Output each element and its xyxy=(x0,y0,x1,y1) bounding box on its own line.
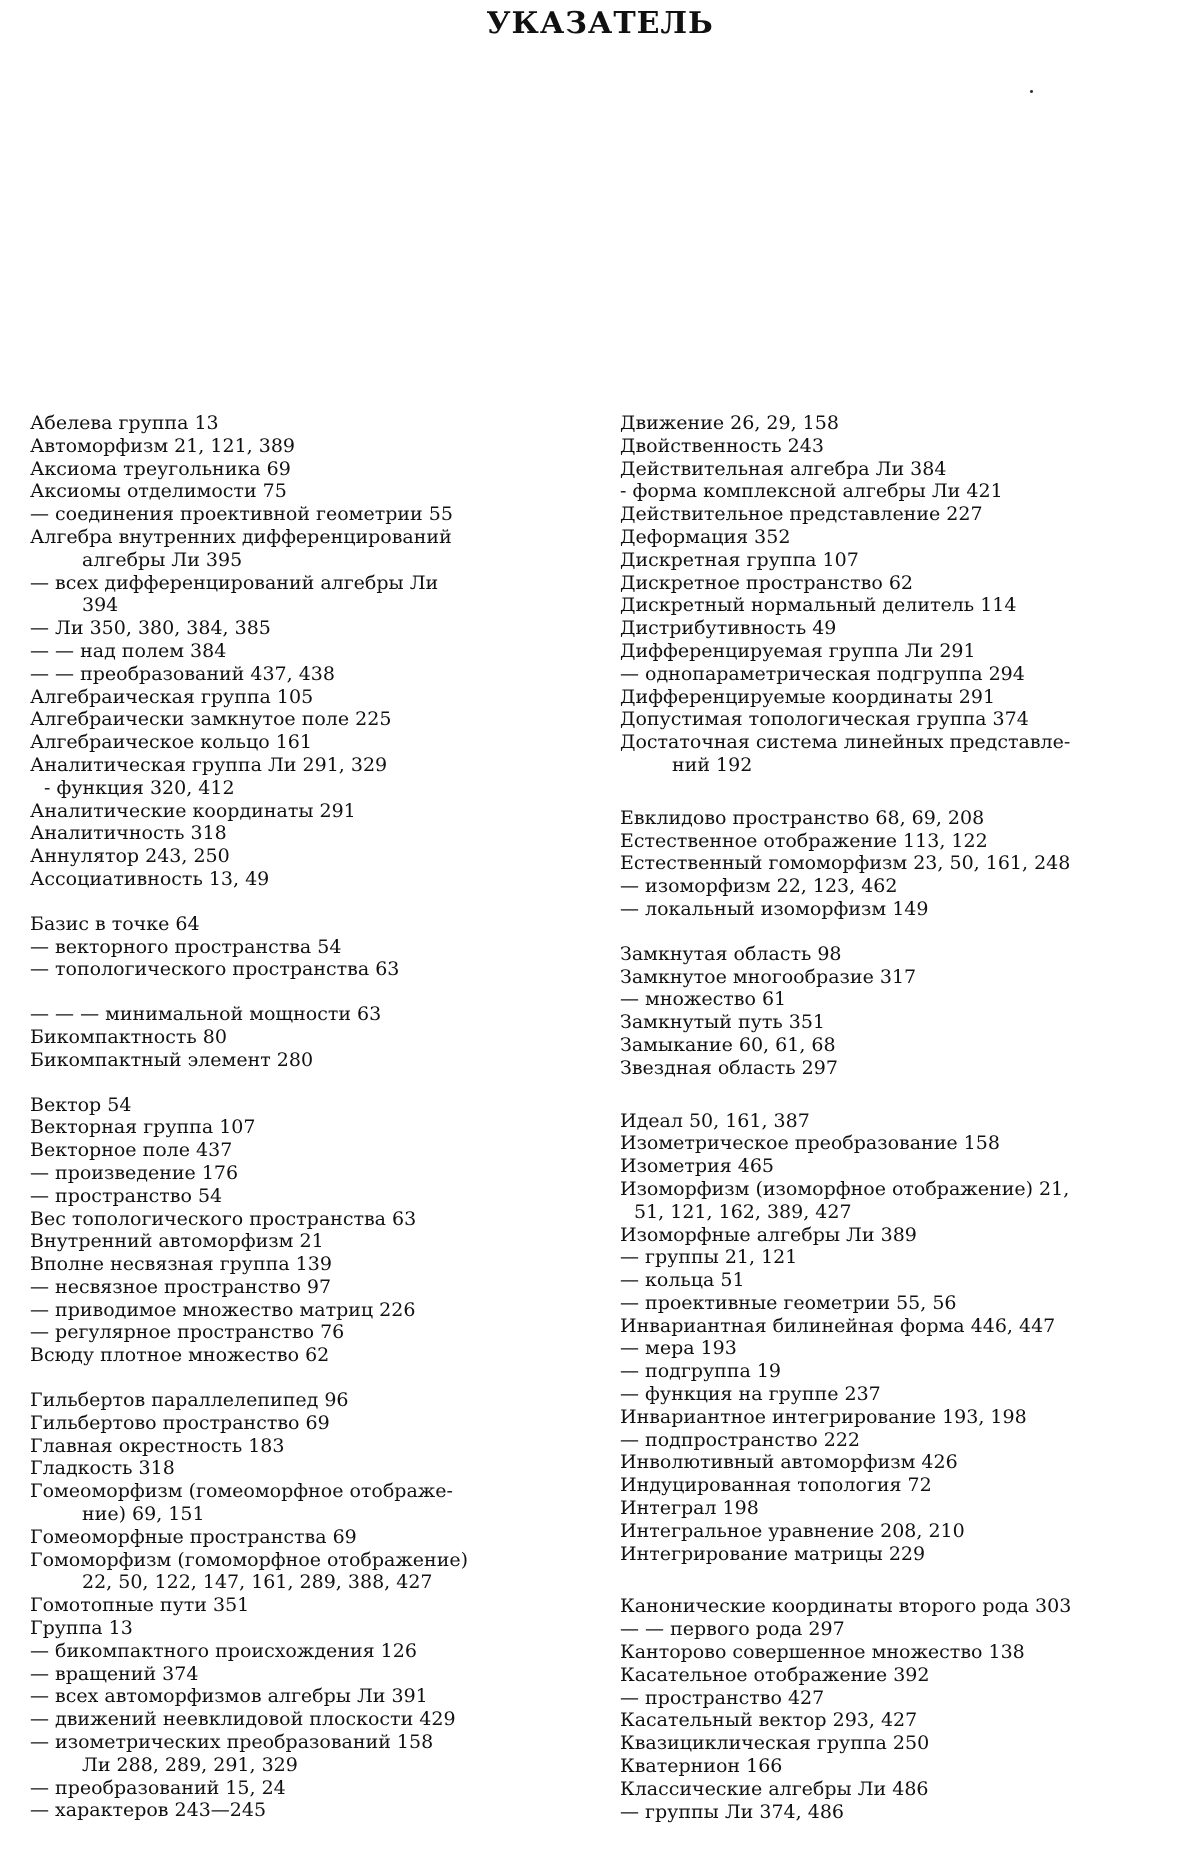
index-entry: Замкнутая область 98 xyxy=(620,942,842,965)
entry-group-g xyxy=(30,1389,585,1822)
index-entry: — — первого рода 297 xyxy=(620,1618,845,1641)
page-title: УКАЗАТЕЛЬ xyxy=(486,6,714,41)
index-entry-continuation: 394 xyxy=(82,594,119,617)
index-column-left xyxy=(30,412,585,1822)
index-entry: Внутренний автоморфизм 21 xyxy=(30,1230,324,1253)
index-entry: Автоморфизм 21, 121, 389 xyxy=(30,434,295,457)
index-entry: Вектор 54 xyxy=(30,1093,132,1116)
index-entry: Гомоморфизм (гомоморфное отображение) xyxy=(30,1548,469,1571)
index-entry: Деформация 352 xyxy=(620,525,791,548)
index-entry: — Ли 350, 380, 384, 385 xyxy=(30,617,271,640)
index-entry: - функция 320, 412 xyxy=(44,776,235,799)
index-entry-continuation: ние) 69, 151 xyxy=(82,1503,205,1526)
index-entry: Векторная группа 107 xyxy=(30,1116,256,1139)
index-entry: — — преобразований 437, 438 xyxy=(30,662,335,685)
index-entry: Абелева группа 13 xyxy=(30,412,219,434)
index-entry: Аналитические координаты 291 xyxy=(30,799,356,822)
index-entry: — произведение 176 xyxy=(30,1161,239,1184)
group-separator xyxy=(30,891,585,913)
index-entry: — мера 193 xyxy=(620,1337,737,1360)
index-entry: Аксиомы отделимости 75 xyxy=(30,480,287,503)
index-entry: Главная окрестность 183 xyxy=(30,1434,285,1457)
index-entry: Вполне несвязная группа 139 xyxy=(30,1253,332,1276)
index-entry: Классические алгебры Ли 486 xyxy=(620,1777,929,1800)
index-entry: Звездная область 297 xyxy=(620,1056,838,1079)
index-entry: Двойственность 243 xyxy=(620,434,824,457)
index-entry: — движений неевклидовой плоскости 429 xyxy=(30,1708,456,1731)
index-entry: — группы Ли 374, 486 xyxy=(620,1800,844,1823)
index-entry: — проективные геометрии 55, 56 xyxy=(620,1291,957,1314)
group-separator xyxy=(30,1367,585,1389)
index-entry: Замкнутый путь 351 xyxy=(620,1011,826,1034)
index-entry: Достаточная система линейных представле- xyxy=(620,731,1071,754)
index-entry: — изометрических преобразований 158 xyxy=(30,1731,434,1754)
index-entry: — соединения проективной геометрии 55 xyxy=(30,503,453,526)
index-entry: Гомотопные пути 351 xyxy=(30,1594,250,1617)
index-entry: — — над полем 384 xyxy=(30,639,227,662)
index-entry: - форма комплексной алгебры Ли 421 xyxy=(620,480,1003,503)
index-entry: Изоморфизм (изоморфное отображение) 21, xyxy=(620,1177,1070,1200)
index-entry: Действительное представление 227 xyxy=(620,503,983,526)
index-entry-continuation: 22, 50, 122, 147, 161, 289, 388, 427 xyxy=(82,1571,433,1594)
index-entry: — преобразований 15, 24 xyxy=(30,1776,286,1799)
index-entry: Аналитическая группа Ли 291, 329 xyxy=(30,753,388,776)
index-entry: Замыкание 60, 61, 68 xyxy=(620,1033,836,1056)
index-entry: Алгебраически замкнутое поле 225 xyxy=(30,708,392,731)
entry-group-z xyxy=(620,943,1170,1080)
index-entry: Гомеоморфные пространства 69 xyxy=(30,1525,357,1548)
index-entry: Алгебраическая группа 105 xyxy=(30,685,314,708)
entry-group-v xyxy=(30,1094,585,1368)
entry-group-k xyxy=(620,1595,1170,1823)
index-entry: — функция на группе 237 xyxy=(620,1383,881,1406)
print-speck xyxy=(1030,90,1033,93)
index-entry: Бикомпактность 80 xyxy=(30,1025,227,1048)
entry-group-a xyxy=(30,412,585,891)
index-entry: Интеграл 198 xyxy=(620,1497,759,1520)
index-entry: Гильбертов параллелепипед 96 xyxy=(30,1389,349,1412)
index-entry: — вращений 374 xyxy=(30,1662,199,1685)
index-entry: Интегрирование матрицы 229 xyxy=(620,1542,926,1565)
index-entry: Группа 13 xyxy=(30,1617,133,1640)
index-entry: — векторного пространства 54 xyxy=(30,935,342,958)
index-entry: Касательный вектор 293, 427 xyxy=(620,1709,918,1732)
index-entry: Замкнутое многообразие 317 xyxy=(620,965,917,988)
index-entry: Алгебра внутренних дифференцирований xyxy=(30,525,452,548)
index-entry: Аннулятор 243, 250 xyxy=(30,845,230,868)
index-entry: — всех дифференцирований алгебры Ли xyxy=(30,571,439,594)
index-entry: — изоморфизм 22, 123, 462 xyxy=(620,875,898,898)
index-entry: Изоморфные алгебры Ли 389 xyxy=(620,1223,917,1246)
index-entry: Алгебраическое кольцо 161 xyxy=(30,731,312,754)
index-entry: Движение 26, 29, 158 xyxy=(620,412,839,434)
group-separator xyxy=(620,1565,1170,1595)
index-entry: Евклидово пространство 68, 69, 208 xyxy=(620,806,985,829)
index-entry: Канонические координаты второго рода 303 xyxy=(620,1595,1072,1618)
index-entry: Интегральное уравнение 208, 210 xyxy=(620,1519,965,1542)
index-entry: — несвязное пространство 97 xyxy=(30,1275,332,1298)
index-entry: Канторово совершенное множество 138 xyxy=(620,1641,1025,1664)
index-entry: Дистрибутивность 49 xyxy=(620,617,837,640)
index-entry: Касательное отображение 392 xyxy=(620,1663,930,1686)
index-entry: Дискретная группа 107 xyxy=(620,548,859,571)
index-entry: Вес топологического пространства 63 xyxy=(30,1207,417,1230)
index-entry: Всюду плотное множество 62 xyxy=(30,1344,330,1367)
index-entry: — характеров 243—245 xyxy=(30,1799,267,1822)
index-entry: — регулярное пространство 76 xyxy=(30,1321,345,1344)
index-entry: — локальный изоморфизм 149 xyxy=(620,897,929,920)
entry-group-b-continued xyxy=(30,1003,585,1071)
entry-group-e xyxy=(620,807,1170,921)
index-entry: — подпространство 222 xyxy=(620,1428,861,1451)
index-entry: Дискретный нормальный делитель 114 xyxy=(620,594,1017,617)
group-separator xyxy=(620,1080,1170,1110)
index-entry: Инвариантная билинейная форма 446, 447 xyxy=(620,1314,1056,1337)
index-entry: Дифференцируемые координаты 291 xyxy=(620,685,996,708)
index-entry: Естественное отображение 113, 122 xyxy=(620,829,988,852)
index-entry: — топологического пространства 63 xyxy=(30,958,400,981)
index-entry: — — — минимальной мощности 63 xyxy=(30,1003,382,1026)
index-entry: Инвариантное интегрирование 193, 198 xyxy=(620,1405,1027,1428)
index-entry: — приводимое множество матриц 226 xyxy=(30,1298,416,1321)
entry-group-b xyxy=(30,913,585,981)
index-entry: Кватернион 166 xyxy=(620,1755,783,1778)
index-entry: Дифференцируемая группа Ли 291 xyxy=(620,639,976,662)
index-entry: Гомеоморфизм (гомеоморфное отображе- xyxy=(30,1480,453,1503)
index-entry: Допустимая топологическая группа 374 xyxy=(620,708,1029,731)
index-entry: Ассоциативность 13, 49 xyxy=(30,867,270,890)
index-entry: Инволютивный автоморфизм 426 xyxy=(620,1451,958,1474)
index-entry: Базис в точке 64 xyxy=(30,912,200,935)
index-entry: Естественный гомоморфизм 23, 50, 161, 248 xyxy=(620,852,1071,875)
index-entry: Аналитичность 318 xyxy=(30,822,227,845)
entry-group-i xyxy=(620,1110,1170,1566)
index-entry: Бикомпактный элемент 280 xyxy=(30,1048,314,1071)
index-entry: — всех автоморфизмов алгебры Ли 391 xyxy=(30,1685,428,1708)
index-entry: Изометрия 465 xyxy=(620,1155,775,1178)
index-entry: Идеал 50, 161, 387 xyxy=(620,1109,810,1132)
group-separator xyxy=(30,981,585,1003)
group-separator xyxy=(30,1072,585,1094)
group-separator xyxy=(620,777,1170,807)
index-entry: Действительная алгебра Ли 384 xyxy=(620,457,947,480)
index-entry: Аксиома треугольника 69 xyxy=(30,457,291,480)
index-entry: Изометрическое преобразование 158 xyxy=(620,1132,1000,1155)
index-entry: — кольца 51 xyxy=(620,1269,745,1292)
entry-group-d xyxy=(620,412,1170,777)
index-entry: Гильбертово пространство 69 xyxy=(30,1411,330,1434)
index-entry: — группы 21, 121 xyxy=(620,1246,798,1269)
index-entry-continuation: алгебры Ли 395 xyxy=(82,548,243,571)
index-entry: — пространство 427 xyxy=(620,1686,825,1709)
index-entry: Векторное поле 437 xyxy=(30,1139,233,1162)
group-separator xyxy=(620,921,1170,943)
index-entry: Квазициклическая группа 250 xyxy=(620,1732,930,1755)
index-entry-continuation: Ли 288, 289, 291, 329 xyxy=(82,1753,298,1776)
index-entry: — бикомпактного происхождения 126 xyxy=(30,1639,417,1662)
index-entry: Гладкость 318 xyxy=(30,1457,175,1480)
index-entry: — множество 61 xyxy=(620,988,787,1011)
index-entry: — однопараметрическая подгруппа 294 xyxy=(620,662,1025,685)
index-entry-continuation: ний 192 xyxy=(672,753,753,776)
index-entry: Дискретное пространство 62 xyxy=(620,571,914,594)
index-column-right xyxy=(620,412,1170,1823)
index-entry-continuation: 51, 121, 162, 389, 427 xyxy=(634,1200,852,1223)
index-entry: — пространство 54 xyxy=(30,1184,223,1207)
index-entry: Индуцированная топология 72 xyxy=(620,1474,932,1497)
index-entry: — подгруппа 19 xyxy=(620,1360,782,1383)
